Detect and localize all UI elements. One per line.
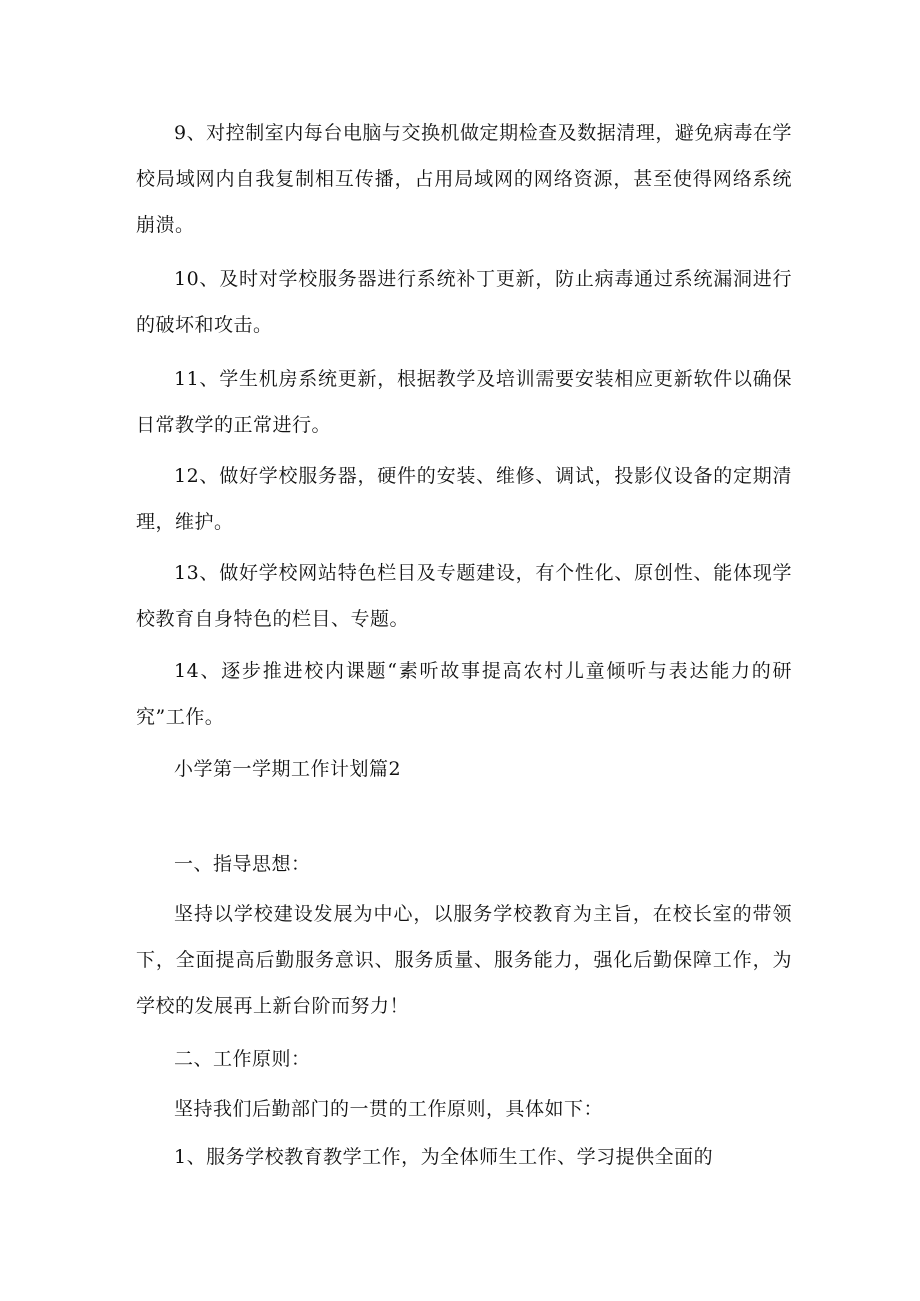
paragraph-item-11: 11、学生机房系统更新，根据教学及培训需要安装相应更新软件以确保日常教学的正常进行。 [136,368,792,436]
paragraph-item-13: 13、做好学校网站特色栏目及专题建设，有个性化、原创性、能体现学校教育自身特色的栏目、专题。 [136,562,792,630]
section-title: 小学第一学期工作计划篇2 [174,758,402,780]
paragraph-item-14: 14、逐步推进校内课题“素听故事提高农村儿童倾听与表达能力的研究”工作。 [136,660,792,728]
heading-guiding-ideology: 一、指导思想： [174,853,311,875]
paragraph-item-12: 12、做好学校服务器，硬件的安装、维修、调试，投影仪设备的定期清理，维护。 [136,465,792,533]
heading-work-principles: 二、工作原则： [174,1048,311,1070]
paragraph-item-10: 10、及时对学校服务器进行系统补丁更新，防止病毒通过系统漏洞进行的破坏和攻击。 [136,268,792,336]
paragraph-item-9: 9、对控制室内每台电脑与交换机做定期检查及数据清理，避免病毒在学校局域网内自我复制相互传播，占用局域网的网络资源，甚至使得网络系统崩溃。 [136,122,792,236]
paragraph-principle-1: 1、服务学校教育教学工作，为全体师生工作、学习提供全面的 [174,1146,714,1168]
paragraph-work-principles-intro: 坚持我们后勤部门的一贯的工作原则，具体如下： [174,1098,604,1120]
paragraph-guiding-ideology: 坚持以学校建设发展为中心，以服务学校教育为主旨，在校长室的带领下，全面提高后勤服务意识、服务质量、服务能力，强化后勤保障工作，为学校的发展再上新台阶而努力！ [136,903,792,1017]
